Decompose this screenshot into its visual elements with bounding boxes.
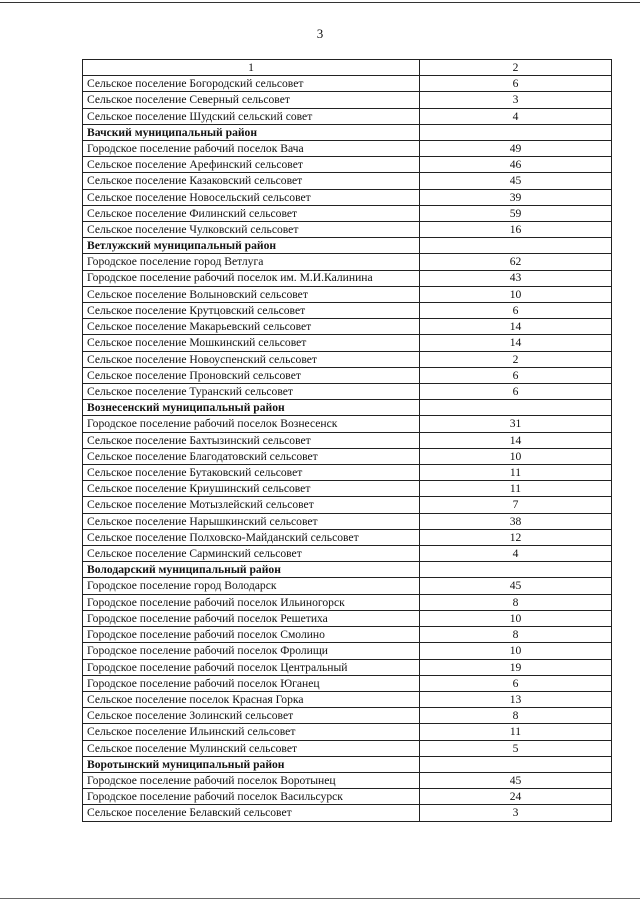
settlement-name: Сельское поселение Макарьевский сельсовет xyxy=(83,319,420,335)
table-row xyxy=(83,659,612,675)
district-header-row xyxy=(83,562,612,578)
table-row xyxy=(83,141,612,157)
settlement-value: 10 xyxy=(420,286,612,302)
table-row xyxy=(83,92,612,108)
settlement-value: 3 xyxy=(420,92,612,108)
district-header-row xyxy=(83,400,612,416)
settlement-name: Сельское поселение Проновский сельсовет xyxy=(83,367,420,383)
settlement-name: Городское поселение рабочий поселок Юганец xyxy=(83,675,420,691)
settlement-name: Городское поселение рабочий поселок Решетиха xyxy=(83,610,420,626)
settlement-value: 46 xyxy=(420,157,612,173)
settlement-value: 8 xyxy=(420,627,612,643)
settlement-name: Сельское поселение Северный сельсовет xyxy=(83,92,420,108)
table-row xyxy=(83,546,612,562)
settlement-value: 12 xyxy=(420,529,612,545)
settlement-value xyxy=(420,756,612,772)
settlement-name: Сельское поселение Золинский сельсовет xyxy=(83,708,420,724)
settlement-name: Сельское поселение Арефинский сельсовет xyxy=(83,157,420,173)
settlement-name: Сельское поселение Мулинский сельсовет xyxy=(83,740,420,756)
settlement-name: Сельское поселение Полховско-Майданский сельсовет xyxy=(83,529,420,545)
table-row xyxy=(83,173,612,189)
district-header-row xyxy=(83,756,612,772)
settlement-value: 10 xyxy=(420,448,612,464)
table-row xyxy=(83,805,612,821)
settlement-name: Сельское поселение Новоуспенский сельсовет xyxy=(83,351,420,367)
settlement-name: Городское поселение рабочий поселок Фролищи xyxy=(83,643,420,659)
table-row xyxy=(83,691,612,707)
top-scan-line xyxy=(0,2,640,3)
table-row xyxy=(83,367,612,383)
table-row xyxy=(83,465,612,481)
settlement-value xyxy=(420,124,612,140)
table-row xyxy=(83,189,612,205)
settlement-name: Сельское поселение Туранский сельсовет xyxy=(83,384,420,400)
settlement-value: 6 xyxy=(420,76,612,92)
settlement-name: Городское поселение город Володарск xyxy=(83,578,420,594)
settlement-name: Сельское поселение Богородский сельсовет xyxy=(83,76,420,92)
settlement-value: 11 xyxy=(420,481,612,497)
table-row xyxy=(83,432,612,448)
district-header-row xyxy=(83,238,612,254)
table-row xyxy=(83,513,612,529)
settlement-name: Городское поселение рабочий поселок Ильиногорск xyxy=(83,594,420,610)
settlement-value: 13 xyxy=(420,691,612,707)
settlement-name: Сельское поселение Чулковский сельсовет xyxy=(83,222,420,238)
settlement-name: Сельское поселение Шудский сельский совет xyxy=(83,108,420,124)
table-row xyxy=(83,157,612,173)
settlement-name: Сельское поселение Казаковский сельсовет xyxy=(83,173,420,189)
settlement-value: 45 xyxy=(420,772,612,788)
settlement-value: 6 xyxy=(420,384,612,400)
table-row xyxy=(83,740,612,756)
settlement-name: Сельское поселение Белавский сельсовет xyxy=(83,805,420,821)
settlement-name: Городское поселение рабочий поселок Воротынец xyxy=(83,772,420,788)
settlement-value: 38 xyxy=(420,513,612,529)
settlement-value: 2 xyxy=(420,351,612,367)
municipal-table xyxy=(82,59,612,822)
settlement-value: 11 xyxy=(420,724,612,740)
settlement-name: Сельское поселение Ильинский сельсовет xyxy=(83,724,420,740)
settlement-value: 31 xyxy=(420,416,612,432)
settlement-value: 39 xyxy=(420,189,612,205)
table-row xyxy=(83,594,612,610)
settlement-value: 45 xyxy=(420,173,612,189)
table-row xyxy=(83,384,612,400)
table-row xyxy=(83,76,612,92)
table-row xyxy=(83,643,612,659)
settlement-value: 14 xyxy=(420,319,612,335)
table-row xyxy=(83,627,612,643)
settlement-value: 24 xyxy=(420,789,612,805)
table-row xyxy=(83,222,612,238)
table-row xyxy=(83,303,612,319)
table-row xyxy=(83,335,612,351)
settlement-name: Сельское поселение Филинский сельсовет xyxy=(83,205,420,221)
table-row xyxy=(83,610,612,626)
district-name: Вачский муниципальный район xyxy=(83,124,420,140)
settlement-name: Сельское поселение Нарышкинский сельсовет xyxy=(83,513,420,529)
settlement-name: Сельское поселение Бахтызинский сельсовет xyxy=(83,432,420,448)
settlement-value: 6 xyxy=(420,367,612,383)
settlement-name: Городское поселение рабочий поселок Центральный xyxy=(83,659,420,675)
settlement-value xyxy=(420,400,612,416)
table-row xyxy=(83,529,612,545)
settlement-name: Сельское поселение Мотызлейский сельсовет xyxy=(83,497,420,513)
table-row xyxy=(83,108,612,124)
settlement-value: 16 xyxy=(420,222,612,238)
settlement-value xyxy=(420,562,612,578)
settlement-value: 59 xyxy=(420,205,612,221)
table-row xyxy=(83,286,612,302)
district-header-row xyxy=(83,124,612,140)
settlement-name: Городское поселение рабочий поселок Васильсурск xyxy=(83,789,420,805)
table-row xyxy=(83,724,612,740)
settlement-value: 10 xyxy=(420,610,612,626)
settlement-name: Городское поселение рабочий поселок Вача xyxy=(83,141,420,157)
settlement-name: Сельское поселение Сарминский сельсовет xyxy=(83,546,420,562)
settlement-name: Сельское поселение Бутаковский сельсовет xyxy=(83,465,420,481)
settlement-name: Городское поселение рабочий поселок Смолино xyxy=(83,627,420,643)
settlement-name: Сельское поселение поселок Красная Горка xyxy=(83,691,420,707)
settlement-value: 4 xyxy=(420,108,612,124)
settlement-value: 6 xyxy=(420,675,612,691)
settlement-name: Сельское поселение Новосельский сельсовет xyxy=(83,189,420,205)
settlement-value: 6 xyxy=(420,303,612,319)
district-name: Володарский муниципальный район xyxy=(83,562,420,578)
settlement-value: 3 xyxy=(420,805,612,821)
table-row xyxy=(83,675,612,691)
settlement-name: Сельское поселение Криушинский сельсовет xyxy=(83,481,420,497)
settlement-value: 8 xyxy=(420,594,612,610)
bottom-scan-line xyxy=(0,898,640,899)
settlement-value: 4 xyxy=(420,546,612,562)
table-header-row xyxy=(83,60,612,76)
settlement-value: 14 xyxy=(420,335,612,351)
settlement-name: Городское поселение рабочий поселок им. М.И.Калинина xyxy=(83,270,420,286)
header-col-2: 2 xyxy=(420,60,612,76)
settlement-value: 5 xyxy=(420,740,612,756)
settlement-name: Сельское поселение Благодатовский сельсовет xyxy=(83,448,420,464)
table-row xyxy=(83,416,612,432)
table-row xyxy=(83,254,612,270)
header-col-1: 1 xyxy=(83,60,420,76)
settlement-value: 62 xyxy=(420,254,612,270)
table-body xyxy=(83,60,612,822)
settlement-name: Сельское поселение Мошкинский сельсовет xyxy=(83,335,420,351)
settlement-value: 45 xyxy=(420,578,612,594)
table-row xyxy=(83,270,612,286)
table-row xyxy=(83,708,612,724)
table-row xyxy=(83,772,612,788)
table-row xyxy=(83,205,612,221)
table-row xyxy=(83,578,612,594)
table-row xyxy=(83,319,612,335)
settlement-value: 7 xyxy=(420,497,612,513)
settlement-value: 49 xyxy=(420,141,612,157)
table-row xyxy=(83,497,612,513)
district-name: Ветлужский муниципальный район xyxy=(83,238,420,254)
settlement-value: 10 xyxy=(420,643,612,659)
table-row xyxy=(83,351,612,367)
table-row xyxy=(83,481,612,497)
district-name: Вознесенский муниципальный район xyxy=(83,400,420,416)
settlement-value xyxy=(420,238,612,254)
district-name: Воротынский муниципальный район xyxy=(83,756,420,772)
settlement-value: 14 xyxy=(420,432,612,448)
settlement-name: Городское поселение рабочий поселок Вознесенск xyxy=(83,416,420,432)
table-row xyxy=(83,789,612,805)
settlement-name: Сельское поселение Волыновский сельсовет xyxy=(83,286,420,302)
settlement-name: Сельское поселение Крутцовский сельсовет xyxy=(83,303,420,319)
settlement-value: 19 xyxy=(420,659,612,675)
settlement-value: 43 xyxy=(420,270,612,286)
table-row xyxy=(83,448,612,464)
settlement-value: 8 xyxy=(420,708,612,724)
settlement-value: 11 xyxy=(420,465,612,481)
page-number: 3 xyxy=(316,26,324,41)
settlement-name: Городское поселение город Ветлуга xyxy=(83,254,420,270)
